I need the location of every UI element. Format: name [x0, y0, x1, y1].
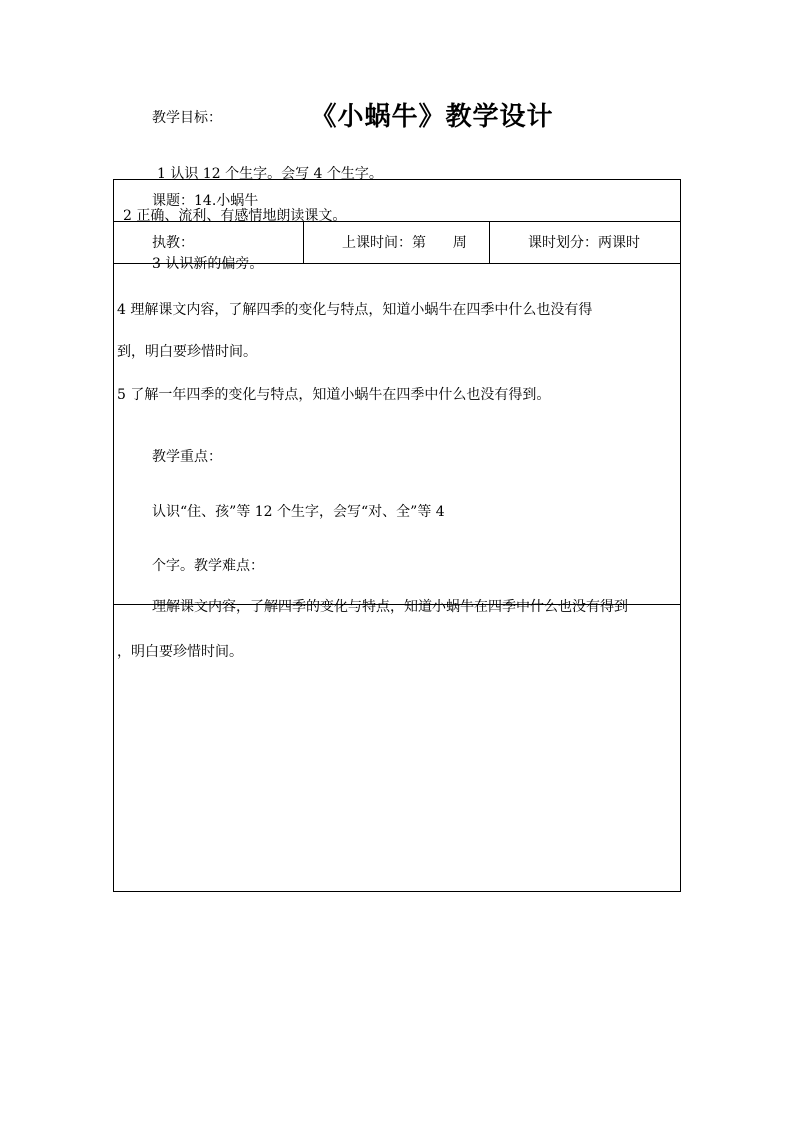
objectives-heading: 教学目标： — [152, 110, 222, 126]
key-points-line-2: 个字。教学难点： — [152, 558, 264, 574]
topic-text: 课题：14.小蜗牛 — [152, 193, 259, 209]
teacher-cell: 执教： — [114, 222, 304, 263]
difficulty-line-1: 理解课文内容，了解四季的变化与特点，知道小蜗牛在四季中什么也没有得到 — [152, 599, 628, 615]
period-division-cell: 课时划分：两课时 — [528, 235, 640, 251]
objective-item-4-line-1: 4 理解课文内容，了解四季的变化与特点，知道小蜗牛在四季中什么也没有得 — [117, 302, 593, 318]
objective-item-3: 3 认识新的偏旁。 — [152, 256, 264, 272]
key-points-heading: 教学重点： — [152, 449, 222, 465]
key-points-section — [114, 449, 680, 891]
difficulty-line-2: ，明白要珍惜时间。 — [117, 644, 243, 660]
objective-item-5: 5 了解一年四季的变化与特点，知道小蜗牛在四季中什么也没有得到。 — [117, 387, 551, 403]
objective-item-1: 1 认识 12 个生字。会写 4 个生字。 — [157, 166, 383, 182]
key-points-line-1: 认识“住、孩”等 12 个生字，会写“对、全”等 4 — [152, 504, 445, 520]
objective-item-4-line-2: 到，明白要珍惜时间。 — [117, 344, 257, 360]
class-time-cell: 上课时间：第 周 — [304, 222, 490, 263]
document-title: 《小蜗牛》教学设计 — [310, 102, 554, 132]
objective-item-2: 2 正确、流利、有感情地朗读课文。 — [123, 208, 347, 224]
